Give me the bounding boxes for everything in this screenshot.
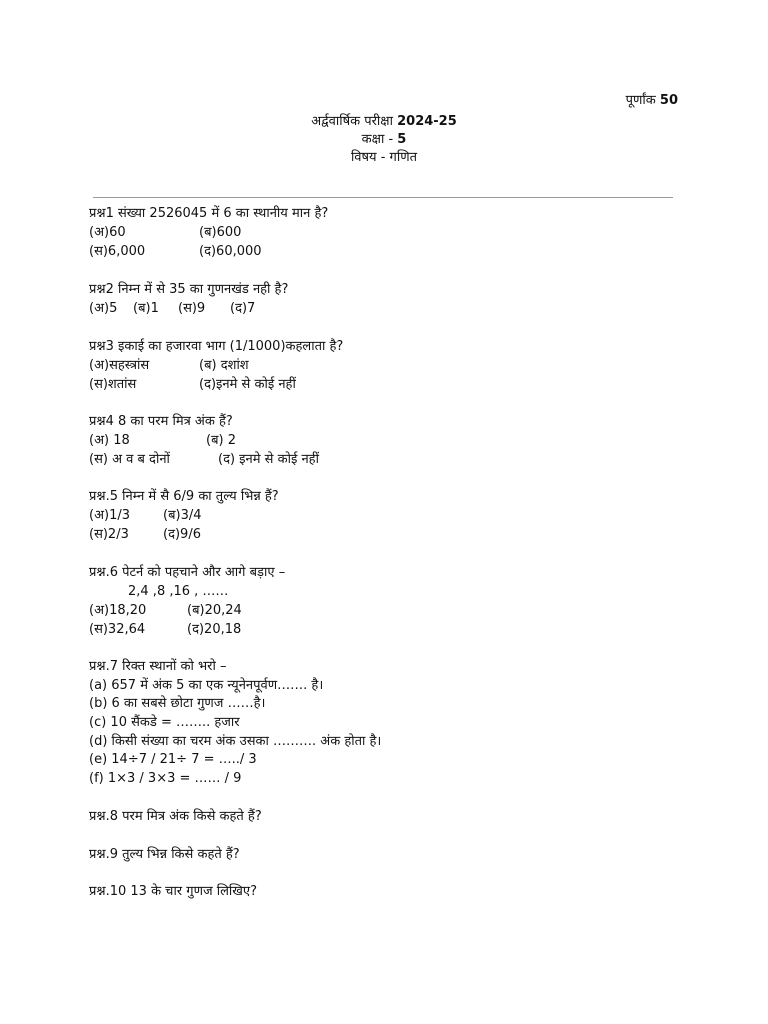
q7-part-d: (d) किसी संख्या का चरम अंक उसका ………. अंक होता है। xyxy=(89,734,382,749)
question-3-text: प्रश्न3 इकाई का हजारवा भाग (1/1000)कहलाता है? xyxy=(89,339,344,354)
q5-option-c: (स)2/3 xyxy=(89,527,129,542)
q4-option-c: (स) अ व ब दोनों xyxy=(89,452,170,467)
question-4-text: प्रश्न4 8 का परम मित्र अंक हैं? xyxy=(89,414,233,429)
question-2-text: प्रश्न2 निम्न में से 35 का गुणनखंड नही है? xyxy=(89,282,289,297)
exam-label: अर्द्ववार्षिक परीक्षा xyxy=(311,114,393,129)
q6-option-b: (ब)20,24 xyxy=(187,603,242,618)
q7-part-e: (e) 14÷7 / 21÷ 7 = …../ 3 xyxy=(89,752,257,767)
q4-option-a: (अ) 18 xyxy=(89,433,130,448)
marks-label: पूर्णांक xyxy=(625,93,656,108)
question-1-text: प्रश्न1 संख्या 2526045 में 6 का स्थानीय मान है? xyxy=(89,206,329,221)
q7-part-f: (f) 1×3 / 3×3 = …… / 9 xyxy=(89,771,242,786)
q1-option-b: (ब)600 xyxy=(199,225,242,240)
class-line xyxy=(0,131,768,149)
q5-option-d: (द)9/6 xyxy=(163,527,201,542)
question-5-text: प्रश्न.5 निम्न में सै 6/9 का तुल्य भिन्न हैं? xyxy=(89,489,279,504)
q3-option-a: (अ)सहस्त्रांस xyxy=(89,358,150,373)
q5-option-a: (अ)1/3 xyxy=(89,508,130,523)
q7-part-b: (b) 6 का सबसे छोटा गुणज ……है। xyxy=(89,696,266,711)
q4-option-b: (ब) 2 xyxy=(206,433,236,448)
exam-title xyxy=(0,113,768,131)
q1-option-a: (अ)60 xyxy=(89,225,126,240)
q6-sequence: 2,4 ,8 ,16 , …… xyxy=(128,584,229,599)
q6-option-c: (स)32,64 xyxy=(89,622,146,637)
q2-option-d: (द)7 xyxy=(230,301,256,316)
question-9-text: प्रश्न.9 तुल्य भिन्न किसे कहते हैं? xyxy=(89,847,240,862)
total-marks xyxy=(626,92,678,110)
subject-line: विषय - गणित xyxy=(350,150,418,165)
q3-option-d: (द)इनमे से कोई नहीं xyxy=(199,377,296,392)
question-7-text: प्रश्न.7 रिक्त स्थानों को भरो – xyxy=(89,659,227,674)
q7-part-c: (c) 10 सैंकडे = …….. हजार xyxy=(89,715,240,730)
q3-option-c: (स)शतांस xyxy=(89,377,137,392)
q6-option-d: (द)20,18 xyxy=(187,622,242,637)
question-8-text: प्रश्न.8 परम मित्र अंक किसे कहते हैं? xyxy=(89,809,262,824)
q2-option-a: (अ)5 xyxy=(89,301,118,316)
class-label: कक्षा - xyxy=(361,132,394,147)
q2-option-c: (स)9 xyxy=(178,301,206,316)
q3-option-b: (ब) दशांश xyxy=(199,358,249,373)
q4-option-d: (द) इनमे से कोई नहीं xyxy=(218,452,319,467)
q2-option-b: (ब)1 xyxy=(133,301,159,316)
q5-option-b: (ब)3/4 xyxy=(163,508,202,523)
question-6-text: प्रश्न.6 पेटर्न को पहचाने और आगे बड़ाए – xyxy=(89,565,286,580)
q1-option-d: (द)60,000 xyxy=(199,244,262,259)
marks-value: 50 xyxy=(659,93,678,108)
header-divider xyxy=(93,197,673,198)
class-value: 5 xyxy=(397,132,407,147)
q1-option-c: (स)6,000 xyxy=(89,244,146,259)
q6-option-a: (अ)18,20 xyxy=(89,603,147,618)
q7-part-a: (a) 657 में अंक 5 का एक न्यूनेनपूर्वण……. है। xyxy=(89,678,324,693)
exam-year: 2024-25 xyxy=(397,114,457,129)
question-10-text: प्रश्न.10 13 के चार गुणज लिखिए? xyxy=(89,884,258,899)
